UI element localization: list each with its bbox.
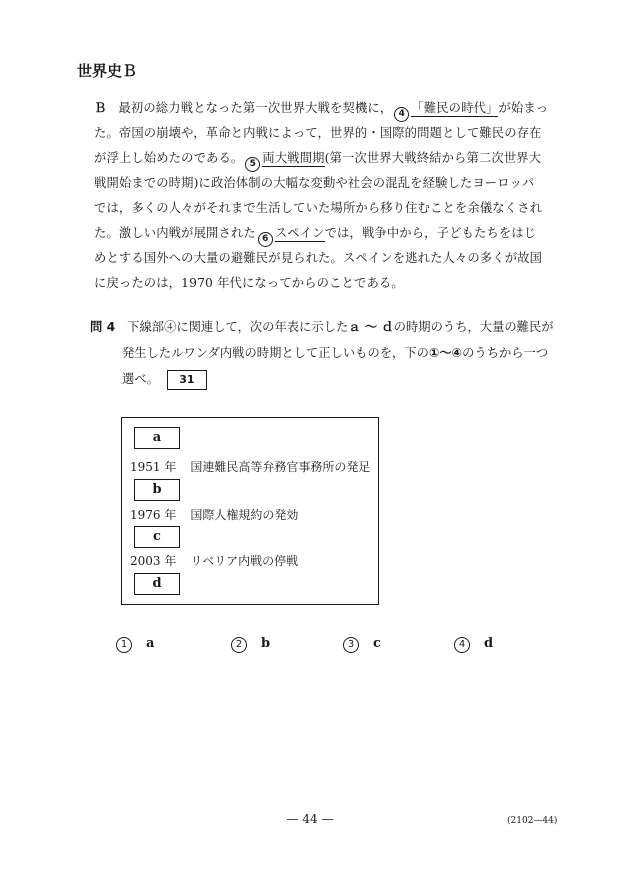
page-code: (2102—44) (507, 816, 558, 826)
timeline-event: 1951 年 国連難民高等弁務官事務所の発足 (130, 460, 371, 474)
question-line-3: 選べ。 31 (122, 369, 207, 390)
passage-line-6: た。激しい内戦が展開された 6 スペインでは，戦争中から，子どもたちをはじ (94, 223, 536, 247)
question-line-2: 発生したルワンダ内戦の時期として正しいものを，下の①～④のうちから一つ (122, 346, 549, 360)
passage-line-2: た。帝国の崩壊や，革命と内戦によって，世界的・国際的問題として難民の存在 (94, 126, 542, 140)
subject-heading: 世界史Ｂ (77, 62, 138, 80)
passage-line-5: では，多くの人々がそれまで生活していた場所から移り住むことを余儀なくされ (94, 201, 543, 215)
choice-number: 2 (231, 637, 247, 653)
timeline-period-box: b (134, 479, 180, 501)
timeline-period-box: d (134, 573, 180, 595)
passage-line-1: Ｂ 最初の総力戦となった第一次世界大戦を契機に， 4 「難民の時代」が始まっ (94, 98, 548, 122)
passage-line-7: めとする国外への大量の避難民が見られた。スペインを逃れた人々の多くが故国 (94, 251, 543, 265)
passage-line-8: に戻ったのは，1970 年代になってからのことである。 (94, 276, 404, 290)
choice-number: 1 (116, 637, 132, 653)
underline-marker-5: 5 (245, 157, 260, 172)
passage-line-4: 戦開始までの時期)に政治体制の大幅な変動や社会の混乱を経験したヨーロッパ (94, 176, 535, 190)
choice-number: 3 (343, 637, 359, 653)
question-line-1: 問 4 下線部④に関連して，次の年表に示したａ ～ ｄの時期のうち，大量の難民が (90, 320, 554, 334)
choice-number: 4 (454, 637, 470, 653)
underline-marker-6: 6 (258, 232, 273, 247)
answer-choice-4[interactable]: 4 d (454, 636, 493, 653)
section-label: Ｂ (94, 101, 107, 115)
underlined-term-5: 両大戦間期 (262, 151, 325, 165)
timeline-period-box: a (134, 427, 180, 449)
answer-choice-1[interactable]: 1 a (116, 636, 154, 653)
timeline-table (121, 417, 379, 605)
underline-marker-4: 4 (394, 107, 409, 122)
answer-choice-2[interactable]: 2 b (231, 636, 270, 653)
underlined-term-4: 「難民の時代」 (411, 101, 499, 115)
passage-line-3: が浮上し始めたのである。 5 両大戦間期(第一次世界大戦終結から第二次世界大 (94, 148, 541, 172)
answer-number-box[interactable]: 31 (167, 370, 207, 390)
timeline-event: 1976 年 国際人権規約の発効 (130, 508, 299, 522)
timeline-period-box: c (134, 526, 180, 548)
answer-choice-3[interactable]: 3 c (343, 636, 381, 653)
page-number: — 44 — (286, 812, 334, 826)
question-number: 問 4 (90, 320, 116, 334)
underlined-term-6: スペイン (274, 226, 325, 240)
timeline-event: 2003 年 リベリア内戦の停戦 (130, 554, 299, 568)
